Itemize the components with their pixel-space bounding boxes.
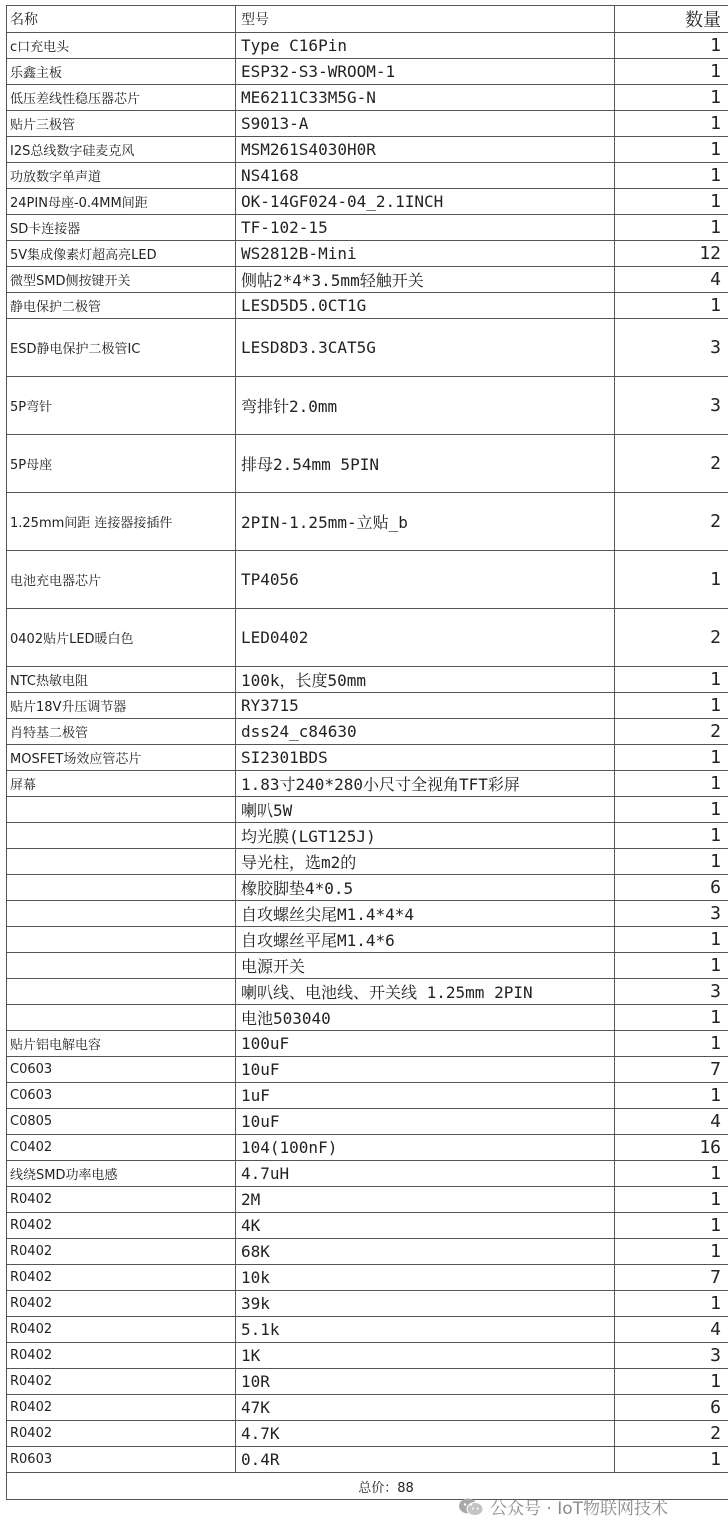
part-name-cell	[7, 927, 236, 953]
part-name-cell	[7, 1005, 236, 1031]
part-qty-cell: 1	[615, 59, 728, 85]
table-row	[7, 1083, 728, 1109]
part-qty-cell: 1	[615, 745, 728, 771]
part-qty-cell: 2	[615, 493, 728, 551]
part-name-cell: C0603	[7, 1057, 236, 1083]
part-model-cell: 10uF	[236, 1109, 615, 1135]
part-name-cell: c口充电头	[7, 33, 236, 59]
part-name-cell: 贴片18V升压调节器	[7, 693, 236, 719]
part-name-cell	[7, 823, 236, 849]
part-qty-cell: 1	[615, 823, 728, 849]
header-model: 型号	[236, 6, 615, 33]
part-name-cell: 5V集成像素灯超高亮LED	[7, 241, 236, 267]
table-row	[7, 85, 728, 111]
table-row	[7, 1369, 728, 1395]
table-row	[7, 719, 728, 745]
part-name-cell: 电池充电器芯片	[7, 551, 236, 609]
table-row	[7, 1395, 728, 1421]
table-row	[7, 823, 728, 849]
table-row	[7, 1031, 728, 1057]
table-row	[7, 1213, 728, 1239]
part-qty-cell: 1	[615, 693, 728, 719]
part-name-cell: 肖特基二极管	[7, 719, 236, 745]
table-row	[7, 927, 728, 953]
part-model-cell: LESD8D3.3CAT5G	[236, 319, 615, 377]
part-qty-cell: 1	[615, 85, 728, 111]
part-qty-cell: 1	[615, 215, 728, 241]
part-name-cell: R0402	[7, 1291, 236, 1317]
part-model-cell: 喇叭线、电池线、开关线 1.25mm 2PIN	[236, 979, 615, 1005]
part-qty-cell: 1	[615, 1369, 728, 1395]
part-model-cell: 电源开关	[236, 953, 615, 979]
header-name: 名称	[7, 6, 236, 33]
part-model-cell: 10k	[236, 1265, 615, 1291]
part-name-cell: 微型SMD侧按键开关	[7, 267, 236, 293]
part-model-cell: 0.4R	[236, 1447, 615, 1473]
part-name-cell: 贴片铝电解电容	[7, 1031, 236, 1057]
part-name-cell: 静电保护二极管	[7, 293, 236, 319]
table-row	[7, 215, 728, 241]
part-name-cell: C0402	[7, 1135, 236, 1161]
part-name-cell: SD卡连接器	[7, 215, 236, 241]
part-qty-cell: 4	[615, 1109, 728, 1135]
table-row	[7, 1265, 728, 1291]
part-name-cell: 0402贴片LED暖白色	[7, 609, 236, 667]
table-row	[7, 771, 728, 797]
part-qty-cell: 1	[615, 797, 728, 823]
part-qty-cell: 1	[615, 137, 728, 163]
part-qty-cell: 1	[615, 1161, 728, 1187]
table-row	[7, 745, 728, 771]
part-qty-cell: 16	[615, 1135, 728, 1161]
part-model-cell: 喇叭5W	[236, 797, 615, 823]
part-name-cell: NTC热敏电阻	[7, 667, 236, 693]
part-name-cell: 贴片三极管	[7, 111, 236, 137]
part-qty-cell: 6	[615, 875, 728, 901]
part-name-cell: R0402	[7, 1343, 236, 1369]
part-model-cell: 均光膜(LGT125J)	[236, 823, 615, 849]
watermark-text: 公众号 · IoT物联网技术	[490, 1499, 669, 1519]
part-name-cell: R0402	[7, 1317, 236, 1343]
part-name-cell: R0402	[7, 1187, 236, 1213]
part-name-cell: 1.25mm间距 连接器接插件	[7, 493, 236, 551]
part-qty-cell: 12	[615, 241, 728, 267]
part-qty-cell: 1	[615, 953, 728, 979]
part-model-cell: dss24_c84630	[236, 719, 615, 745]
part-name-cell	[7, 953, 236, 979]
part-name-cell: I2S总线数字硅麦克风	[7, 137, 236, 163]
part-model-cell: Type C16Pin	[236, 33, 615, 59]
part-name-cell: 5P弯针	[7, 377, 236, 435]
part-qty-cell: 7	[615, 1057, 728, 1083]
part-model-cell: 4.7K	[236, 1421, 615, 1447]
part-name-cell: ESD静电保护二极管IC	[7, 319, 236, 377]
part-model-cell: 47K	[236, 1395, 615, 1421]
part-model-cell: 自攻螺丝平尾M1.4*6	[236, 927, 615, 953]
part-model-cell: OK-14GF024-04_2.1INCH	[236, 189, 615, 215]
part-model-cell: LESD5D5.0CT1G	[236, 293, 615, 319]
table-row	[7, 979, 728, 1005]
part-name-cell: 低压差线性稳压器芯片	[7, 85, 236, 111]
part-name-cell	[7, 797, 236, 823]
part-model-cell: 2PIN-1.25mm-立贴_b	[236, 493, 615, 551]
table-row	[7, 267, 728, 293]
part-qty-cell: 1	[615, 111, 728, 137]
bom-table	[6, 5, 728, 1500]
table-row	[7, 1187, 728, 1213]
part-name-cell: R0402	[7, 1421, 236, 1447]
part-model-cell: 2M	[236, 1187, 615, 1213]
part-model-cell: 104(100nF)	[236, 1135, 615, 1161]
part-model-cell: 100uF	[236, 1031, 615, 1057]
part-model-cell: ME6211C33M5G-N	[236, 85, 615, 111]
part-name-cell: R0402	[7, 1265, 236, 1291]
table-row	[7, 875, 728, 901]
part-model-cell: 1K	[236, 1343, 615, 1369]
table-row	[7, 1239, 728, 1265]
table-row	[7, 551, 728, 609]
table-row	[7, 33, 728, 59]
part-qty-cell: 1	[615, 1239, 728, 1265]
table-row	[7, 111, 728, 137]
part-qty-cell: 1	[615, 771, 728, 797]
part-model-cell: WS2812B-Mini	[236, 241, 615, 267]
table-row	[7, 1005, 728, 1031]
part-model-cell: NS4168	[236, 163, 615, 189]
part-qty-cell: 2	[615, 609, 728, 667]
part-name-cell: R0402	[7, 1239, 236, 1265]
part-name-cell: MOSFET场效应管芯片	[7, 745, 236, 771]
part-model-cell: 4K	[236, 1213, 615, 1239]
part-model-cell: RY3715	[236, 693, 615, 719]
part-name-cell	[7, 875, 236, 901]
table-row	[7, 189, 728, 215]
part-name-cell: 24PIN母座-0.4MM间距	[7, 189, 236, 215]
table-row	[7, 319, 728, 377]
part-name-cell: 线绕SMD功率电感	[7, 1161, 236, 1187]
table-row	[7, 667, 728, 693]
part-qty-cell: 1	[615, 551, 728, 609]
part-qty-cell: 1	[615, 667, 728, 693]
table-row	[7, 435, 728, 493]
bom-body	[7, 33, 728, 1473]
part-qty-cell: 3	[615, 1343, 728, 1369]
part-model-cell: 10R	[236, 1369, 615, 1395]
part-qty-cell: 1	[615, 1083, 728, 1109]
part-qty-cell: 1	[615, 1447, 728, 1473]
part-qty-cell: 1	[615, 1005, 728, 1031]
table-row	[7, 1343, 728, 1369]
table-row	[7, 163, 728, 189]
part-model-cell: 39k	[236, 1291, 615, 1317]
part-qty-cell: 7	[615, 1265, 728, 1291]
part-qty-cell: 6	[615, 1395, 728, 1421]
part-model-cell: 导光柱，选m2的	[236, 849, 615, 875]
table-row	[7, 1135, 728, 1161]
header-qty: 数量	[615, 6, 728, 33]
part-qty-cell: 3	[615, 979, 728, 1005]
table-row	[7, 953, 728, 979]
part-qty-cell: 3	[615, 319, 728, 377]
part-model-cell: 自攻螺丝尖尾M1.4*4*4	[236, 901, 615, 927]
part-model-cell: SI2301BDS	[236, 745, 615, 771]
part-model-cell: LED0402	[236, 609, 615, 667]
part-model-cell: 弯排针2.0mm	[236, 377, 615, 435]
table-row	[7, 1421, 728, 1447]
table-row	[7, 493, 728, 551]
part-qty-cell: 4	[615, 267, 728, 293]
table-row	[7, 1057, 728, 1083]
part-qty-cell: 1	[615, 1187, 728, 1213]
part-qty-cell: 1	[615, 293, 728, 319]
part-name-cell: R0402	[7, 1213, 236, 1239]
header-row	[7, 6, 728, 33]
part-name-cell: 5P母座	[7, 435, 236, 493]
table-row	[7, 241, 728, 267]
total-price: 总价：88	[7, 1473, 728, 1500]
part-name-cell	[7, 901, 236, 927]
watermark	[458, 1494, 668, 1519]
part-model-cell: ESP32-S3-WROOM-1	[236, 59, 615, 85]
table-row	[7, 849, 728, 875]
part-qty-cell: 3	[615, 377, 728, 435]
table-row	[7, 1109, 728, 1135]
table-row	[7, 901, 728, 927]
part-qty-cell: 1	[615, 163, 728, 189]
table-row	[7, 609, 728, 667]
part-model-cell: 68K	[236, 1239, 615, 1265]
part-model-cell: 排母2.54mm 5PIN	[236, 435, 615, 493]
part-qty-cell: 1	[615, 1031, 728, 1057]
part-model-cell: 1uF	[236, 1083, 615, 1109]
part-name-cell: C0805	[7, 1109, 236, 1135]
part-model-cell: 电池503040	[236, 1005, 615, 1031]
part-qty-cell: 3	[615, 901, 728, 927]
table-row	[7, 1161, 728, 1187]
part-model-cell: 5.1k	[236, 1317, 615, 1343]
part-name-cell	[7, 979, 236, 1005]
part-model-cell: MSM261S4030H0R	[236, 137, 615, 163]
part-qty-cell: 1	[615, 1213, 728, 1239]
part-qty-cell: 4	[615, 1317, 728, 1343]
part-qty-cell: 1	[615, 1291, 728, 1317]
part-model-cell: TF-102-15	[236, 215, 615, 241]
table-row	[7, 377, 728, 435]
part-model-cell: 侧帖2*4*3.5mm轻触开关	[236, 267, 615, 293]
part-qty-cell: 1	[615, 33, 728, 59]
table-row	[7, 797, 728, 823]
part-qty-cell: 1	[615, 849, 728, 875]
part-name-cell: 屏幕	[7, 771, 236, 797]
part-model-cell: 4.7uH	[236, 1161, 615, 1187]
part-name-cell: 功放数字单声道	[7, 163, 236, 189]
part-name-cell	[7, 849, 236, 875]
table-row	[7, 137, 728, 163]
part-model-cell: S9013-A	[236, 111, 615, 137]
part-model-cell: TP4056	[236, 551, 615, 609]
part-name-cell: R0603	[7, 1447, 236, 1473]
table-row	[7, 1291, 728, 1317]
wechat-logo-icon	[458, 1497, 484, 1517]
table-row	[7, 59, 728, 85]
part-model-cell: 1.83寸240*280小尺寸全视角TFT彩屏	[236, 771, 615, 797]
part-qty-cell: 2	[615, 719, 728, 745]
part-name-cell: C0603	[7, 1083, 236, 1109]
part-qty-cell: 2	[615, 435, 728, 493]
part-name-cell: 乐鑫主板	[7, 59, 236, 85]
part-model-cell: 橡胶脚垫4*0.5	[236, 875, 615, 901]
part-qty-cell: 1	[615, 189, 728, 215]
part-qty-cell: 2	[615, 1421, 728, 1447]
part-model-cell: 10uF	[236, 1057, 615, 1083]
table-row	[7, 693, 728, 719]
part-model-cell: 100k，长度50mm	[236, 667, 615, 693]
table-row	[7, 1447, 728, 1473]
part-name-cell: R0402	[7, 1395, 236, 1421]
part-name-cell: R0402	[7, 1369, 236, 1395]
table-row	[7, 1317, 728, 1343]
part-qty-cell: 1	[615, 927, 728, 953]
table-row	[7, 293, 728, 319]
